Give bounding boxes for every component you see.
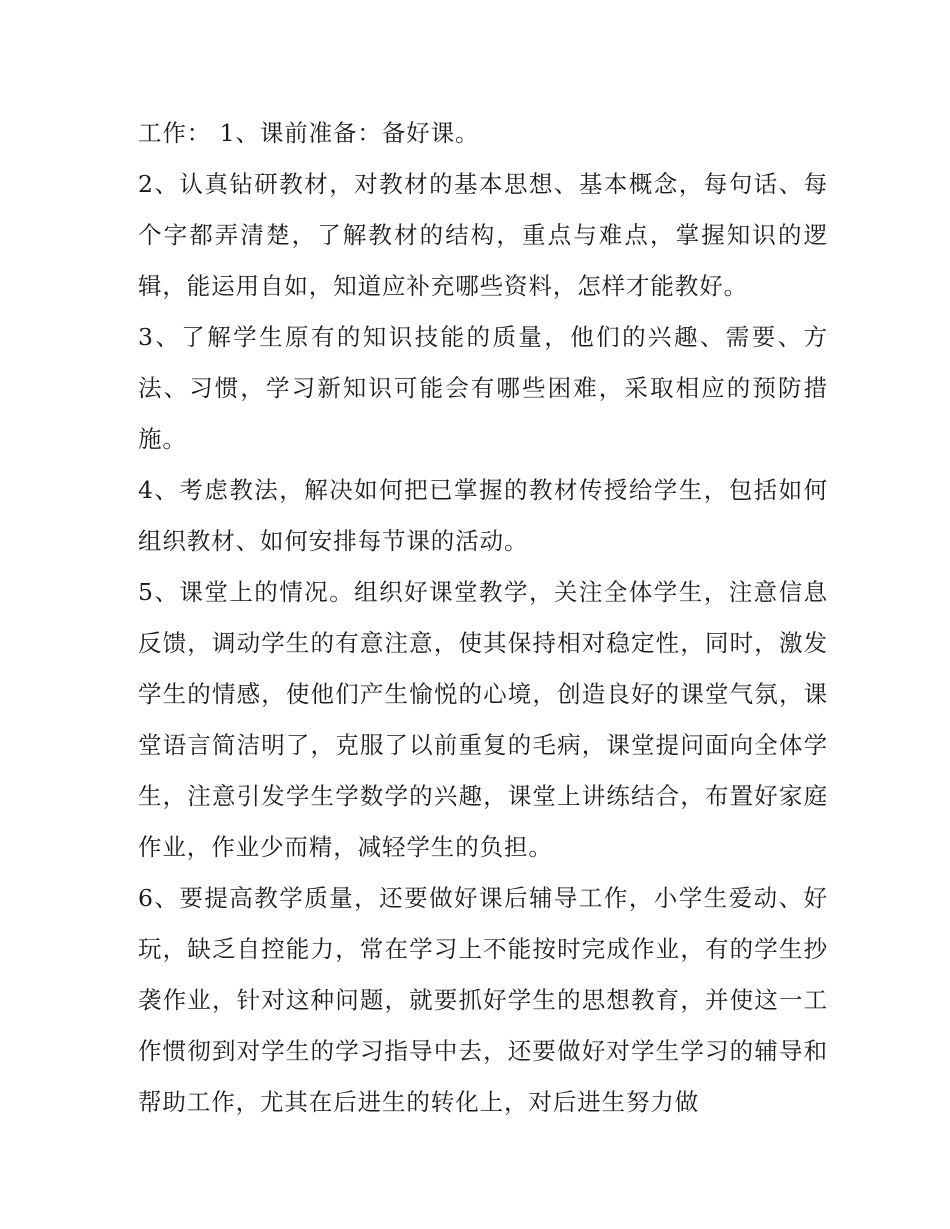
paragraph-6-after-class-tutoring: 6、要提高教学质量，还要做好课后辅导工作，小学生爱动、好玩，缺乏自控能力，常在学习上不能按时完成作业，有的学生抄袭作业，针对这种问题，就要抓好学生的思想教育，并使这一工作惯彻到对学生的学习指导中去，还要做好对学生学习的辅导和帮助工作，尤其在后进生的转化上，对后进生努力做: [138, 884, 828, 1116]
paragraph-work-prep: 工作： 1、课前准备：备好课。: [138, 119, 480, 147]
paragraph-4-teaching-method: 4、考虑教法，解决如何把已掌握的教材传授给学生，包括如何组织教材、如何安排每节课的活动。: [138, 476, 828, 555]
paragraph-5-classroom: 5、课堂上的情况。组织好课堂教学，关注全体学生，注意信息反馈，调动学生的有意注意，使其保持相对稳定性，同时，激发学生的情感，使他们产生愉悦的心境，创造良好的课堂气氛，课堂语言简洁明了，克服了以前重复的毛病，课堂提问面向全体学生，注意引发学生学数学的兴趣，课堂上讲练结合，布置好家庭作业，作业少而精，减轻学生的负担。: [138, 578, 828, 861]
paragraph-2-study-materials: 2、认真钻研教材，对教材的基本思想、基本概念，每句话、每个字都弄清楚，了解教材的结构，重点与难点，掌握知识的逻辑，能运用自如，知道应补充哪些资料，怎样才能教好。: [138, 170, 828, 300]
document-body: [138, 108, 828, 1128]
paragraph-3-understand-students: 3、了解学生原有的知识技能的质量，他们的兴趣、需要、方法、习惯，学习新知识可能会有哪些困难，采取相应的预防措施。: [138, 323, 828, 453]
